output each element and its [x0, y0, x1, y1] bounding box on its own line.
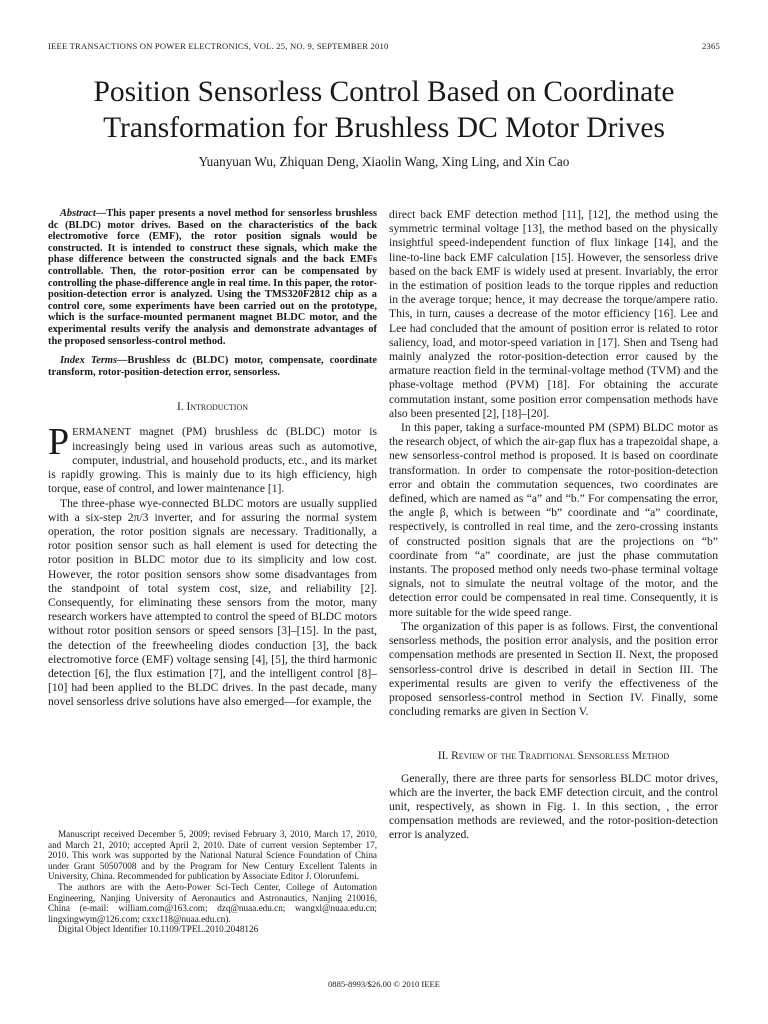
intro-paragraph-continued: direct back EMF detection method [11], [12], the method using the symmetric terminal voltage [13], the method based on the physically insightful speed-independent function of flux linkage [14], and the line-to-line back EMF calculation [15]. However, the sensorless drive based on the back EMF is widely used at present. Invariably, the error in the estimation of position leads to the torque ripples and reduction in the average torque; hence, it may decrease the torque/ampere ratio. This, in turn, causes a decrease of the motor efficiency [16]. Lee and Lee had concluded that the amount of position error is related to rotor saliency, load, and motor-speed variation in [17]. Shen and Tseng had mainly analyzed the rotor-position-detection error caused by the armature reaction field in the terminal-voltage method (TVM) and the phase-voltage method (PVM) [18]. For obtaining the accurate commutation instant, some position error compensation methods have also been presented [2], [18]–[20].	[389, 208, 718, 420]
drop-cap-word: ERMANENT	[72, 426, 131, 438]
footnote-affiliation: The authors are with the Aero-Power Sci-Tech Center, College of Automation Engineering, Nanjing University of Aeronautics and Astronautics, Nanjing 210016, China (e-mail: william.com@163.com; dzq@nuaa.edu.cn; wangxl@nuaa.edu.cn; lingxingwym@126.com; cxxc118@nuaa.edu.cn).	[48, 881, 377, 924]
left-column	[48, 208, 377, 710]
running-head	[48, 41, 720, 51]
drop-cap: P	[48, 420, 70, 463]
footnotes	[48, 829, 377, 935]
footnote-doi: Digital Object Identifier 10.1109/TPEL.2010.2048126	[58, 924, 259, 935]
intro-paragraph-spm: In this paper, taking a surface-mounted PM (SPM) BLDC motor as the research object, of which the air-gap flux has a trapezoidal shape, a new sensorless-control method is proposed. It is based on coordinate transformation. In order to compensate the rotor-position-detection error and obtain the commutation sequences, two coordinates are defined, which are named as “a” and “b.” For compensating the error, the angle β, which is between “b” coordinate and “a” coordinate, respectively, is controlled in real time, and the zero-crossing instants of constructed position signals that are the projections on “b” coordinate from “a” coordinate, are just the phase commutation instants. The proposed method only needs two-phase terminal voltage signals, not to simulate the neutral voltage of the motor, and the detection error could be compensated in real time. Consequently, it is more suitable for the wide speed range.	[389, 421, 718, 619]
review-paragraph-1: Generally, there are three parts for sensorless BLDC motor drives, which are the inverter, the back EMF detection circuit, and the control unit, respectively, as shown in Fig. 1. In this section, , the error compensation methods are reviewed, and the rotor-position-detection error is analyzed.	[389, 771, 718, 842]
intro-paragraph-1	[48, 420, 377, 497]
journal-name: IEEE TRANSACTIONS ON POWER ELECTRONICS, VOL. 25, NO. 9, SEPTEMBER 2010	[48, 41, 389, 51]
intro-paragraph-1-text: magnet (PM) brushless dc (BLDC) motor is increasingly being used in various areas such as automotive, computer, industrial, and household products, etc., and its market is rapidly growing. This is mainly due to its high efficiency, high torque, ease of control, and lower maintenance [1].	[48, 424, 377, 496]
index-terms	[48, 355, 377, 378]
paper-title	[40, 74, 728, 146]
page-number: 2365	[702, 41, 720, 51]
copyright-footer: 0885-8993/$26.00 © 2010 IEEE	[327, 979, 441, 989]
title-line-2: Transformation for Brushless DC Motor Drives	[103, 112, 665, 144]
section-heading-review: II. Review of the Traditional Sensorless Method	[437, 750, 670, 763]
abstract-label: Abstract	[60, 208, 96, 219]
index-terms-label: Index Terms	[60, 355, 118, 367]
index-terms-text: —Brushless dc (BLDC) motor, compensate, coordinate transform, rotor-position-detection error, sensorless.	[48, 355, 377, 378]
right-column	[389, 208, 718, 843]
abstract-text: —This paper presents a novel method for sensorless brushless dc (BLDC) motor drives. Based on the characteristics of the back electromotive force (EMF), the rotor position signals would be constructed. It is intended to construct these signals, which make the phase difference between the constructed signals and the back EMFs controllable. Then, the rotor-position error can be compensated by controlling the phase-difference angle in real time. In this paper, the rotor-position-detection error is analyzed. Using the TMS320F2812 chip as a control core, some experiments have been carried out on the prototype, which is the surface-mounted permanent magnet BLDC motor, and the experimental results verify the analysis and demonstrate advantages of the proposed sensorless-control method.	[48, 208, 377, 347]
footnote-manuscript: Manuscript received December 5, 2009; revised February 3, 2010, March 17, 2010, and March 21, 2010; accepted April 2, 2010. Date of current version September 17, 2010. This work was supported by the National Natural Science Foundation of China under Grant 50507008 and by the Program for New Century Excellent Talents in University, China. Recommended for publication by Associate Editor J. Olorunfemi.	[48, 829, 377, 882]
intro-paragraph-2: The three-phase wye-connected BLDC motors are usually supplied with a six-step 2π/3 inverter, and for assuring the normal system operation, the rotor position signals are necessary. Traditionally, a rotor position sensor such as hall element is used for detecting the rotor position in BLDC motor due to its simplicity and low cost. However, the rotor position sensors show some disadvantages from the standpoint of total system cost, size, and reliability [2]. Consequently, for eliminating these sensors from the motor, many research workers have attempted to control the speed of BLDC motors without rotor position sensors or speed sensors [3]–[15]. In the past, the detection of the freewheeling diodes conduction [3], the back electromotive force (EMF) voltage sensing [4], [5], the third harmonic detection [6], the flux estimation [7], and the intelligent control [8]–[10] had been applied to the BLDC drives. In the past decade, many novel sensorless drive solutions have also emerged—for example, the	[48, 496, 377, 709]
intro-paragraph-organization: The organization of this paper is as follows. First, the conventional sensorless methods, the position error analysis, and the position error compensation methods are presented in Section II. Next, the proposed sensorless-control drive is described in detail in Section III. The experimental results are given to verify the effectiveness of the proposed sensorless-control method in Section IV. Finally, some concluding remarks are given in Section V.	[389, 619, 718, 719]
title-line-1: Position Sensorless Control Based on Coordinate	[93, 76, 675, 108]
abstract	[48, 208, 377, 347]
author-list: Yuanyuan Wu, Zhiquan Deng, Xiaolin Wang, Xing Ling, and Xin Cao	[198, 154, 570, 169]
section-heading-introduction: I. Introduction	[176, 401, 249, 414]
